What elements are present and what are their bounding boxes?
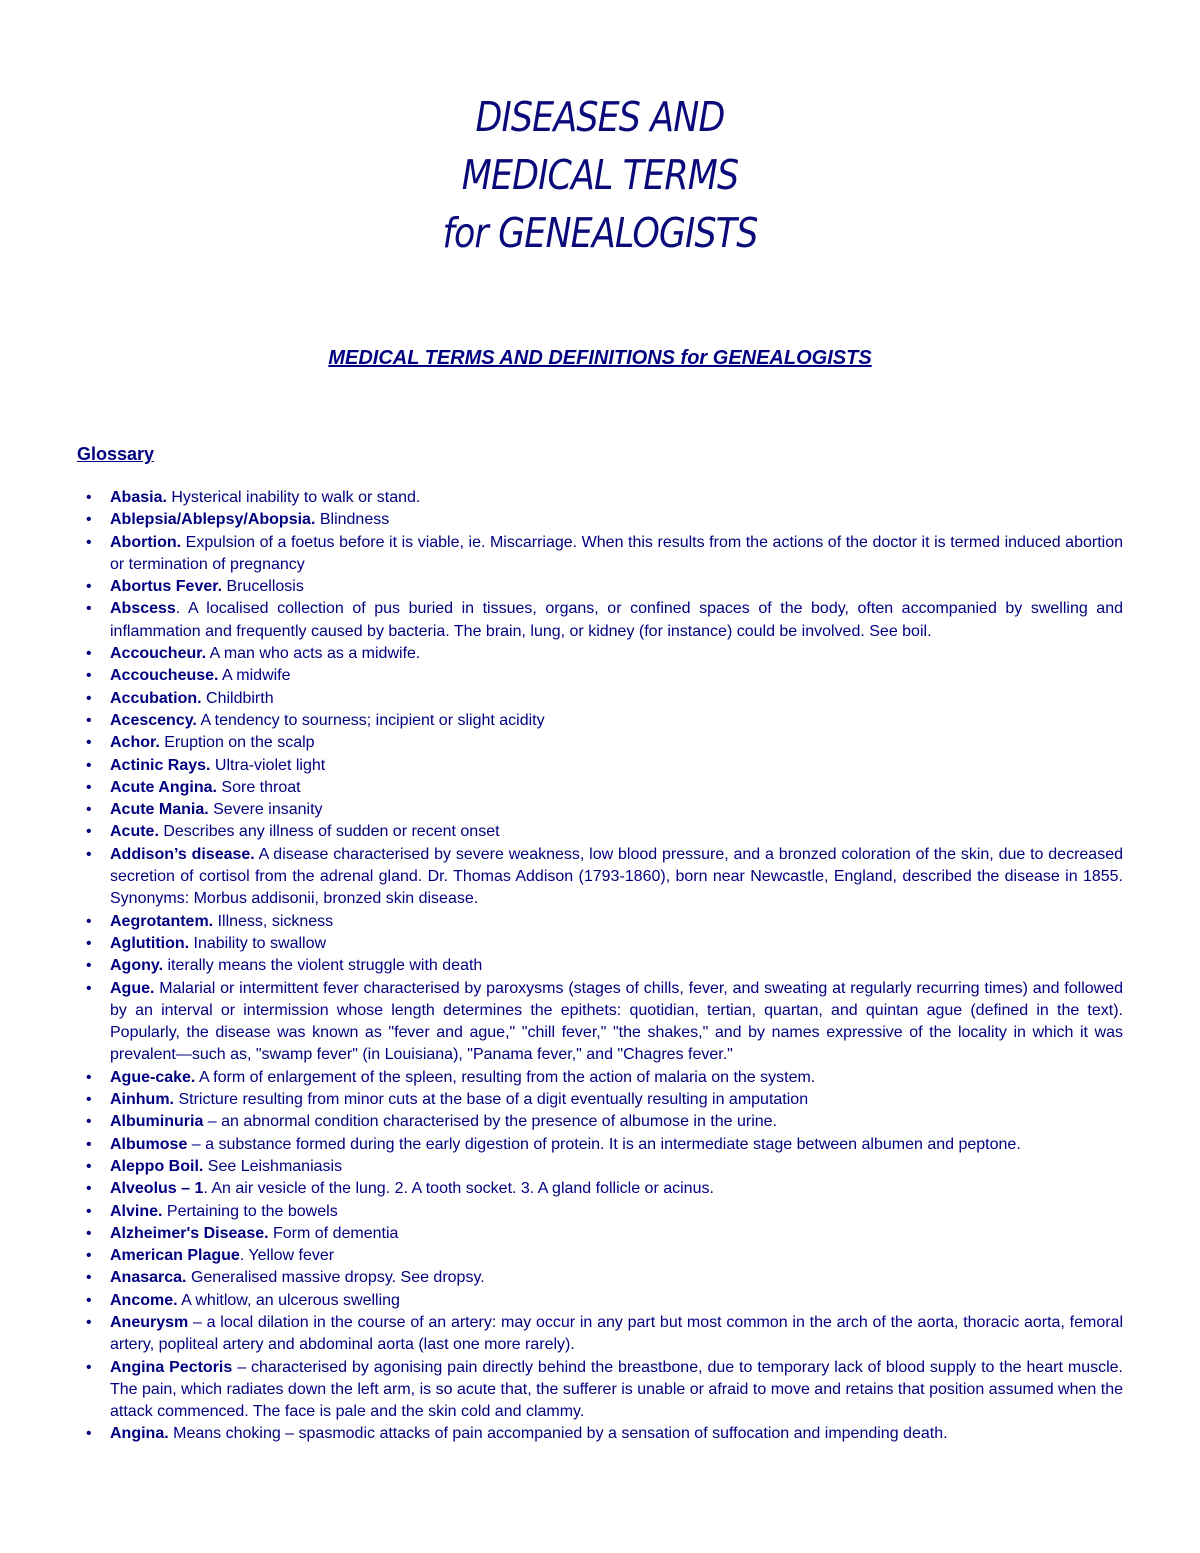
- bullet-icon: •: [86, 778, 92, 796]
- bullet-icon: •: [86, 1113, 92, 1131]
- bullet-icon: •: [86, 1180, 92, 1198]
- glossary-term: Acute.: [110, 823, 159, 841]
- glossary-term: Acute Mania.: [110, 801, 209, 819]
- glossary-definition: A tendency to sourness; incipient or slight acidity: [196, 711, 545, 729]
- glossary-entry: [77, 1290, 1123, 1312]
- glossary-definition: Pertaining to the bowels: [162, 1202, 338, 1220]
- glossary-definition: iterally means the violent struggle with death: [163, 957, 483, 975]
- glossary-entry: [77, 576, 1123, 598]
- glossary-term: Ancome.: [110, 1291, 178, 1309]
- glossary-entry: [77, 1223, 1123, 1245]
- glossary-entry: [77, 1089, 1123, 1111]
- glossary-definition: Means choking – spasmodic attacks of pain accompanied by a sensation of suffocation and impending death.: [168, 1425, 948, 1443]
- glossary-definition: – a local dilation in the course of an artery: may occur in any part but most common in the arch of the aorta, thoracic aorta, femoral artery, popliteal artery and abdominal aorta (last one more rarely).: [110, 1313, 1123, 1354]
- glossary-definition: Blindness: [315, 511, 390, 529]
- glossary-entry: [77, 844, 1123, 911]
- bullet-icon: •: [86, 600, 92, 618]
- glossary-definition: Eruption on the scalp: [159, 734, 315, 752]
- glossary-entry: [77, 732, 1123, 754]
- bullet-icon: •: [86, 1202, 92, 1220]
- glossary-entry: [77, 799, 1123, 821]
- glossary-term: Ablepsia/Ablepsy/Abopsia.: [110, 511, 316, 529]
- glossary-entry: [77, 1423, 1123, 1445]
- bullet-icon: •: [86, 1425, 92, 1443]
- title-line-1: DISEASES AND: [475, 93, 725, 141]
- bullet-icon: •: [86, 1269, 92, 1287]
- glossary-definition: Sore throat: [216, 778, 301, 796]
- glossary-entry: [77, 509, 1123, 531]
- glossary-term: Aegrotantem.: [110, 912, 214, 930]
- glossary-list: [77, 487, 1123, 1446]
- glossary-term: Accubation.: [110, 689, 202, 707]
- glossary-term: Abortion.: [110, 533, 182, 551]
- glossary-definition: Hysterical inability to walk or stand.: [166, 489, 421, 506]
- glossary-entry: [77, 911, 1123, 933]
- glossary-term: Accoucheur.: [110, 645, 207, 663]
- bullet-icon: •: [86, 533, 92, 551]
- bullet-icon: •: [86, 979, 92, 997]
- glossary-entry: [77, 1067, 1123, 1089]
- glossary-term: Angina.: [110, 1425, 169, 1443]
- glossary-heading: Glossary: [77, 444, 155, 464]
- glossary-term: Ague.: [110, 979, 155, 997]
- glossary-entry: [77, 665, 1123, 687]
- glossary-entry: [77, 1357, 1123, 1424]
- glossary-entry: [77, 598, 1123, 643]
- glossary-definition: Expulsion of a foetus before it is viable, ie. Miscarriage. When this results from the actions of the doctor it is termed induced abortion or termination of pregnancy: [110, 533, 1123, 573]
- glossary-definition: A form of enlargement of the spleen, resulting from the action of malaria on the system.: [195, 1068, 816, 1086]
- glossary-definition: . A localised collection of pus buried in tissues, organs, or confined spaces of the body, often accompanied by swelling and inflammation and frequently caused by bacteria. The brain, lung, or kidney (for instance) could be involved. See boil.: [110, 600, 1123, 640]
- bullet-icon: •: [86, 1358, 92, 1376]
- glossary-term: Achor.: [110, 734, 160, 752]
- glossary-definition: Generalised massive dropsy. See dropsy.: [186, 1269, 485, 1287]
- glossary-definition: Form of dementia: [268, 1224, 399, 1242]
- glossary-definition: A man who acts as a midwife.: [206, 645, 421, 663]
- glossary-entry: [77, 1178, 1123, 1200]
- glossary-entry: [77, 955, 1123, 977]
- glossary-entry: [77, 1267, 1123, 1289]
- glossary-term: Aleppo Boil.: [110, 1157, 204, 1175]
- glossary-definition: Illness, sickness: [213, 912, 334, 930]
- bullet-icon: •: [86, 1091, 92, 1109]
- glossary-entry: [77, 1134, 1123, 1156]
- glossary-definition: Brucellosis: [222, 578, 304, 596]
- bullet-icon: •: [86, 801, 92, 819]
- glossary-term: Aneurysm: [110, 1313, 189, 1331]
- glossary-entry: [77, 1156, 1123, 1178]
- document-title: [0, 88, 1200, 262]
- glossary-definition: – characterised by agonising pain directly behind the breastbone, due to temporary lack of blood supply to the heart muscle. The pain, which radiates down the left arm, is so acute that, the sufferer is unable or afraid to move and retains that position assumed when the attack commenced. The face is pale and the skin cold and clammy.: [110, 1358, 1123, 1421]
- bullet-icon: •: [86, 1068, 92, 1086]
- title-line-2: MEDICAL TERMS: [461, 151, 739, 199]
- bullet-icon: •: [86, 734, 92, 752]
- bullet-icon: •: [86, 756, 92, 774]
- bullet-icon: •: [86, 667, 92, 685]
- glossary-entry: [77, 532, 1123, 577]
- glossary-definition: A midwife: [218, 667, 291, 685]
- glossary-term: Abscess: [110, 600, 176, 618]
- glossary-entry: [77, 777, 1123, 799]
- bullet-icon: •: [86, 1224, 92, 1242]
- bullet-icon: •: [86, 934, 92, 952]
- bullet-icon: •: [86, 912, 92, 930]
- glossary-entry: [77, 688, 1123, 710]
- glossary-term: Alveolus – 1: [110, 1180, 204, 1198]
- glossary-term: Aglutition.: [110, 934, 190, 952]
- glossary-entry: [77, 1312, 1123, 1357]
- glossary-definition: Inability to swallow: [189, 934, 327, 952]
- glossary-entry: [77, 710, 1123, 732]
- bullet-icon: •: [86, 489, 92, 506]
- bullet-icon: •: [86, 1291, 92, 1309]
- glossary-definition: Ultra-violet light: [210, 756, 326, 774]
- glossary-term: Acescency.: [110, 711, 197, 729]
- glossary-entry: [77, 933, 1123, 955]
- glossary-term: Ainhum.: [110, 1091, 174, 1109]
- glossary-definition: Childbirth: [201, 689, 274, 707]
- bullet-icon: •: [86, 1247, 92, 1265]
- glossary-entry: [77, 821, 1123, 843]
- glossary-entry: [77, 1245, 1123, 1267]
- glossary-definition: Severe insanity: [208, 801, 323, 819]
- glossary-definition: . Yellow fever: [239, 1247, 335, 1265]
- glossary-term: Actinic Rays.: [110, 756, 211, 774]
- glossary-definition: – an abnormal condition characterised by the presence of albumose in the urine.: [203, 1113, 778, 1131]
- bullet-icon: •: [86, 1313, 92, 1331]
- glossary-definition: A disease characterised by severe weakness, low blood pressure, and a bronzed coloration of the skin, due to decreased secretion of cortisol from the adrenal gland. Dr. Thomas Addison (1793-1860), born near Newcastle, England, described the disease in 1855. Synonyms: Morbus addisonii, bronzed skin disease.: [110, 845, 1123, 908]
- glossary-term: Agony.: [110, 957, 164, 975]
- bullet-icon: •: [86, 1157, 92, 1175]
- bullet-icon: •: [86, 645, 92, 663]
- title-line-3: for GENEALOGISTS: [442, 209, 758, 257]
- bullet-icon: •: [86, 1135, 92, 1153]
- glossary-term: Acute Angina.: [110, 778, 217, 796]
- glossary-term: American Plague: [110, 1247, 240, 1265]
- bullet-icon: •: [86, 957, 92, 975]
- bullet-icon: •: [86, 845, 92, 863]
- bullet-icon: •: [86, 711, 92, 729]
- glossary-term: Ague-cake.: [110, 1068, 196, 1086]
- glossary-definition: See Leishmaniasis: [203, 1157, 343, 1175]
- bullet-icon: •: [86, 578, 92, 596]
- glossary-term: Abortus Fever.: [110, 578, 223, 596]
- glossary-term: Addison’s disease.: [110, 845, 255, 863]
- glossary-definition: . An air vesicle of the lung. 2. A tooth socket. 3. A gland follicle or acinus.: [203, 1180, 714, 1198]
- bullet-icon: •: [86, 689, 92, 707]
- glossary-definition: Stricture resulting from minor cuts at the base of a digit eventually resulting in amputation: [174, 1091, 809, 1109]
- glossary-entry: [77, 755, 1123, 777]
- glossary-term: Abasia.: [110, 489, 167, 506]
- glossary-term: Alvine.: [110, 1202, 163, 1220]
- glossary-definition: – a substance formed during the early digestion of protein. It is an intermediate stage between albumen and peptone.: [187, 1135, 1021, 1153]
- glossary-entry: [77, 643, 1123, 665]
- glossary-term: Alzheimer's Disease.: [110, 1224, 269, 1242]
- glossary-definition: Malarial or intermittent fever characterised by paroxysms (stages of chills, fever, and sweating at regularly recurring times) and followed by an interval or intermission whose length determines the epithets: quotidian, tertian, quartan, and quintan ague (defined in the text). Popularly, the disease was known as "fever and ague," "chill fever," "the shakes," and by names expressive of the locality in which it was prevalent—such as, "swamp fever" (in Louisiana), "Panama fever," and "Chagres fever.": [110, 979, 1123, 1064]
- glossary-entry: [77, 978, 1123, 1067]
- glossary-entry: [77, 1201, 1123, 1223]
- bullet-icon: •: [86, 511, 92, 529]
- document-subtitle: MEDICAL TERMS AND DEFINITIONS for GENEALOGISTS: [328, 347, 872, 369]
- glossary-term: Angina Pectoris: [110, 1358, 233, 1376]
- glossary-term: Anasarca.: [110, 1269, 187, 1287]
- glossary-entry: [77, 487, 1123, 509]
- glossary-definition: A whitlow, an ulcerous swelling: [177, 1291, 400, 1309]
- bullet-icon: •: [86, 823, 92, 841]
- glossary-term: Accoucheuse.: [110, 667, 219, 685]
- glossary-term: Albumose: [110, 1135, 188, 1153]
- glossary-definition: Describes any illness of sudden or recent onset: [158, 823, 500, 841]
- glossary-entry: [77, 1111, 1123, 1133]
- glossary-term: Albuminuria: [110, 1113, 204, 1131]
